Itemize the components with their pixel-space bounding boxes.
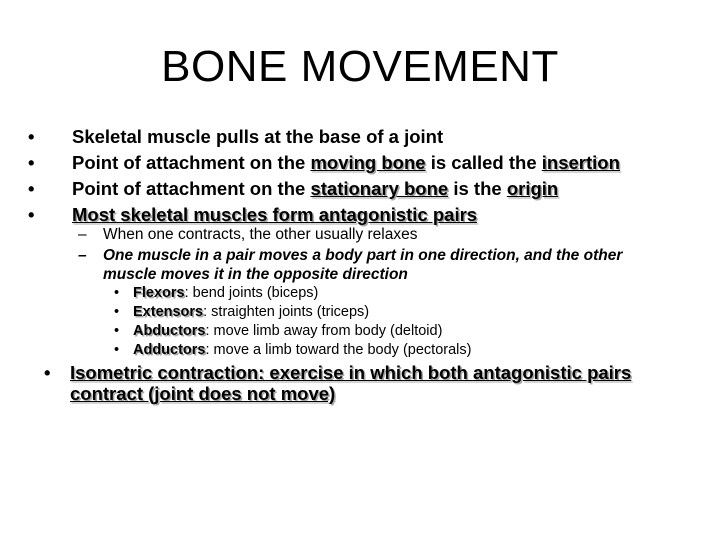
bullet-marker: •: [114, 342, 120, 358]
dash-marker: –: [78, 226, 87, 243]
isometric-text: Isometric contraction: exercise in which both antagonistic pairs contract (joint does not move): [70, 362, 632, 404]
bullet-marker: •: [44, 362, 51, 383]
abductors-term: Abductors: [133, 323, 206, 339]
bullet-marker: •: [114, 285, 120, 301]
bullet-marker: •: [28, 178, 35, 199]
bullet-point-2-text-a: Point of attachment on the: [72, 152, 311, 173]
origin-term: origin: [506, 178, 559, 199]
extensors-term: Extensors: [133, 304, 204, 320]
dash-marker: –: [78, 247, 87, 264]
subpoint-2-text: One muscle in a pair moves a body part in one direction, and the other muscle moves it in the opposite direction: [103, 247, 623, 283]
bullet-marker: •: [28, 204, 35, 225]
bullet-point-3-text-a: Point of attachment on the: [72, 178, 311, 199]
flexors-desc: : bend joints (biceps): [184, 285, 319, 301]
stationary-bone-term: stationary bone: [310, 178, 449, 199]
subpoint-1-text: When one contracts, the other usually relaxes: [103, 226, 418, 243]
bullet-point-1-text: Skeletal muscle pulls at the base of a joint: [72, 126, 444, 147]
bullet-point-2-text-b: is called the: [425, 152, 542, 173]
slide-title: BONE MOVEMENT: [161, 42, 559, 91]
antagonistic-pairs-text: Most skeletal muscles form antagonistic pairs: [72, 204, 478, 225]
bullet-marker: •: [28, 126, 35, 147]
adductors-term: Adductors: [133, 342, 206, 358]
bullet-marker: •: [114, 304, 120, 320]
flexors-term: Flexors: [133, 285, 185, 301]
bullet-marker: •: [114, 323, 120, 339]
bullet-point-3-text-b: is the: [448, 178, 507, 199]
abductors-desc: : move limb away from body (deltoid): [205, 323, 443, 339]
insertion-term: insertion: [541, 152, 620, 173]
moving-bone-term: moving bone: [310, 152, 426, 173]
adductors-desc: : move a limb toward the body (pectorals): [205, 342, 472, 358]
extensors-desc: : straighten joints (triceps): [203, 304, 370, 320]
bullet-marker: •: [28, 152, 35, 173]
